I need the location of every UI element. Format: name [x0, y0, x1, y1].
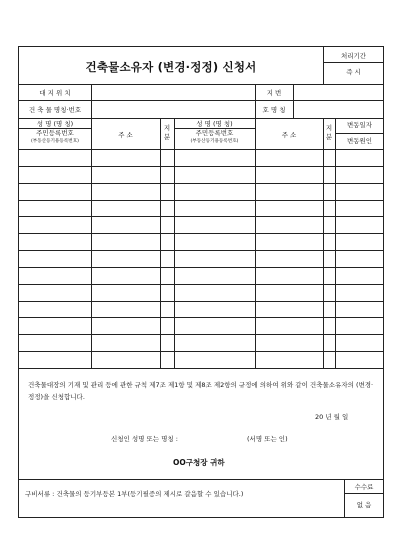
- right-owner-name-header: 성 명 (명 칭): [196, 120, 233, 128]
- column-divider: [255, 118, 256, 368]
- building-name-field[interactable]: [92, 101, 255, 118]
- processing-divider: [323, 62, 384, 63]
- house-number-field[interactable]: [294, 101, 383, 118]
- change-reason-header: 변동원인: [346, 137, 373, 145]
- right-owner-id-header: 주민등록번호: [195, 129, 234, 137]
- right-address-header: 주 소: [281, 131, 297, 139]
- applicant-name-field[interactable]: [199, 432, 245, 444]
- house-number-label: 호 명 칭: [262, 106, 286, 114]
- header-divider: [174, 128, 255, 129]
- table-row[interactable]: [19, 285, 384, 301]
- column-divider: [335, 118, 336, 368]
- column-divider: [174, 118, 175, 368]
- table-row[interactable]: [19, 268, 384, 284]
- application-form: [18, 46, 384, 518]
- change-date-header: 변동일자: [346, 121, 373, 129]
- row-line: [19, 368, 384, 369]
- column-divider: [160, 118, 161, 368]
- required-documents: 구비서류 : 건축물의 등기부등본 1부(등기필증의 제시로 갈음할 수 있습니다.): [25, 490, 244, 498]
- left-owner-id-header: 주민등록번호: [36, 129, 74, 137]
- table-row[interactable]: [19, 167, 384, 183]
- fee-label: 수수료: [354, 483, 374, 491]
- site-location-label: 대 지 위 치: [39, 89, 71, 97]
- date-line: 20 년 월 일: [315, 413, 349, 421]
- header-divider: [335, 133, 384, 134]
- left-share-header: 지 분: [163, 124, 171, 141]
- table-row[interactable]: [19, 150, 384, 166]
- header-divider: [19, 128, 91, 129]
- table-row[interactable]: [19, 217, 384, 233]
- table-row[interactable]: [19, 251, 384, 267]
- lot-number-field[interactable]: [294, 85, 383, 100]
- table-row[interactable]: [19, 184, 384, 200]
- table-row[interactable]: [19, 234, 384, 250]
- declaration-text: 건축물대장의 기재 및 관리 등에 관한 규칙 제7조 제1항 및 제8조 제2항의 규정에 의하여 위와 같이 건축물소유자의 (변경·정정)을 신청합니다.: [28, 381, 374, 401]
- left-owner-id-sub-header: (부동산등기용등록번호): [31, 139, 79, 144]
- fee-divider-line: [344, 493, 384, 494]
- lot-number-label: 지 번: [266, 89, 282, 97]
- table-row[interactable]: [19, 302, 384, 318]
- table-row[interactable]: [19, 201, 384, 217]
- processing-period-value: 즉 시: [346, 68, 361, 76]
- info-divider: [91, 84, 92, 118]
- processing-period-label: 처리기간: [340, 52, 367, 60]
- site-location-field[interactable]: [92, 85, 255, 100]
- left-owner-name-header: 성 명 (명 칭): [36, 120, 74, 128]
- column-divider: [323, 118, 324, 368]
- row-line: [19, 118, 384, 119]
- right-owner-id-sub-header: (부동산등기용등록번호): [190, 139, 239, 144]
- recipient-label: OO구청장 귀하: [173, 458, 225, 467]
- signature-label: (서명 또는 인): [247, 435, 288, 443]
- table-row[interactable]: [19, 335, 384, 351]
- right-share-header: 지 분: [325, 124, 333, 141]
- building-name-label: 건 축 물 명칭·번호: [28, 106, 82, 114]
- table-row[interactable]: [19, 318, 384, 334]
- left-address-header: 주 소: [118, 131, 133, 139]
- form-title: 건축물소유자 (변경·정정) 신청서: [85, 60, 257, 74]
- applicant-label: 신청인 성명 또는 명칭 :: [111, 435, 178, 443]
- fee-value: 없 음: [356, 501, 372, 509]
- table-row[interactable]: [19, 352, 384, 368]
- column-divider: [91, 118, 92, 368]
- row-line: [19, 479, 384, 480]
